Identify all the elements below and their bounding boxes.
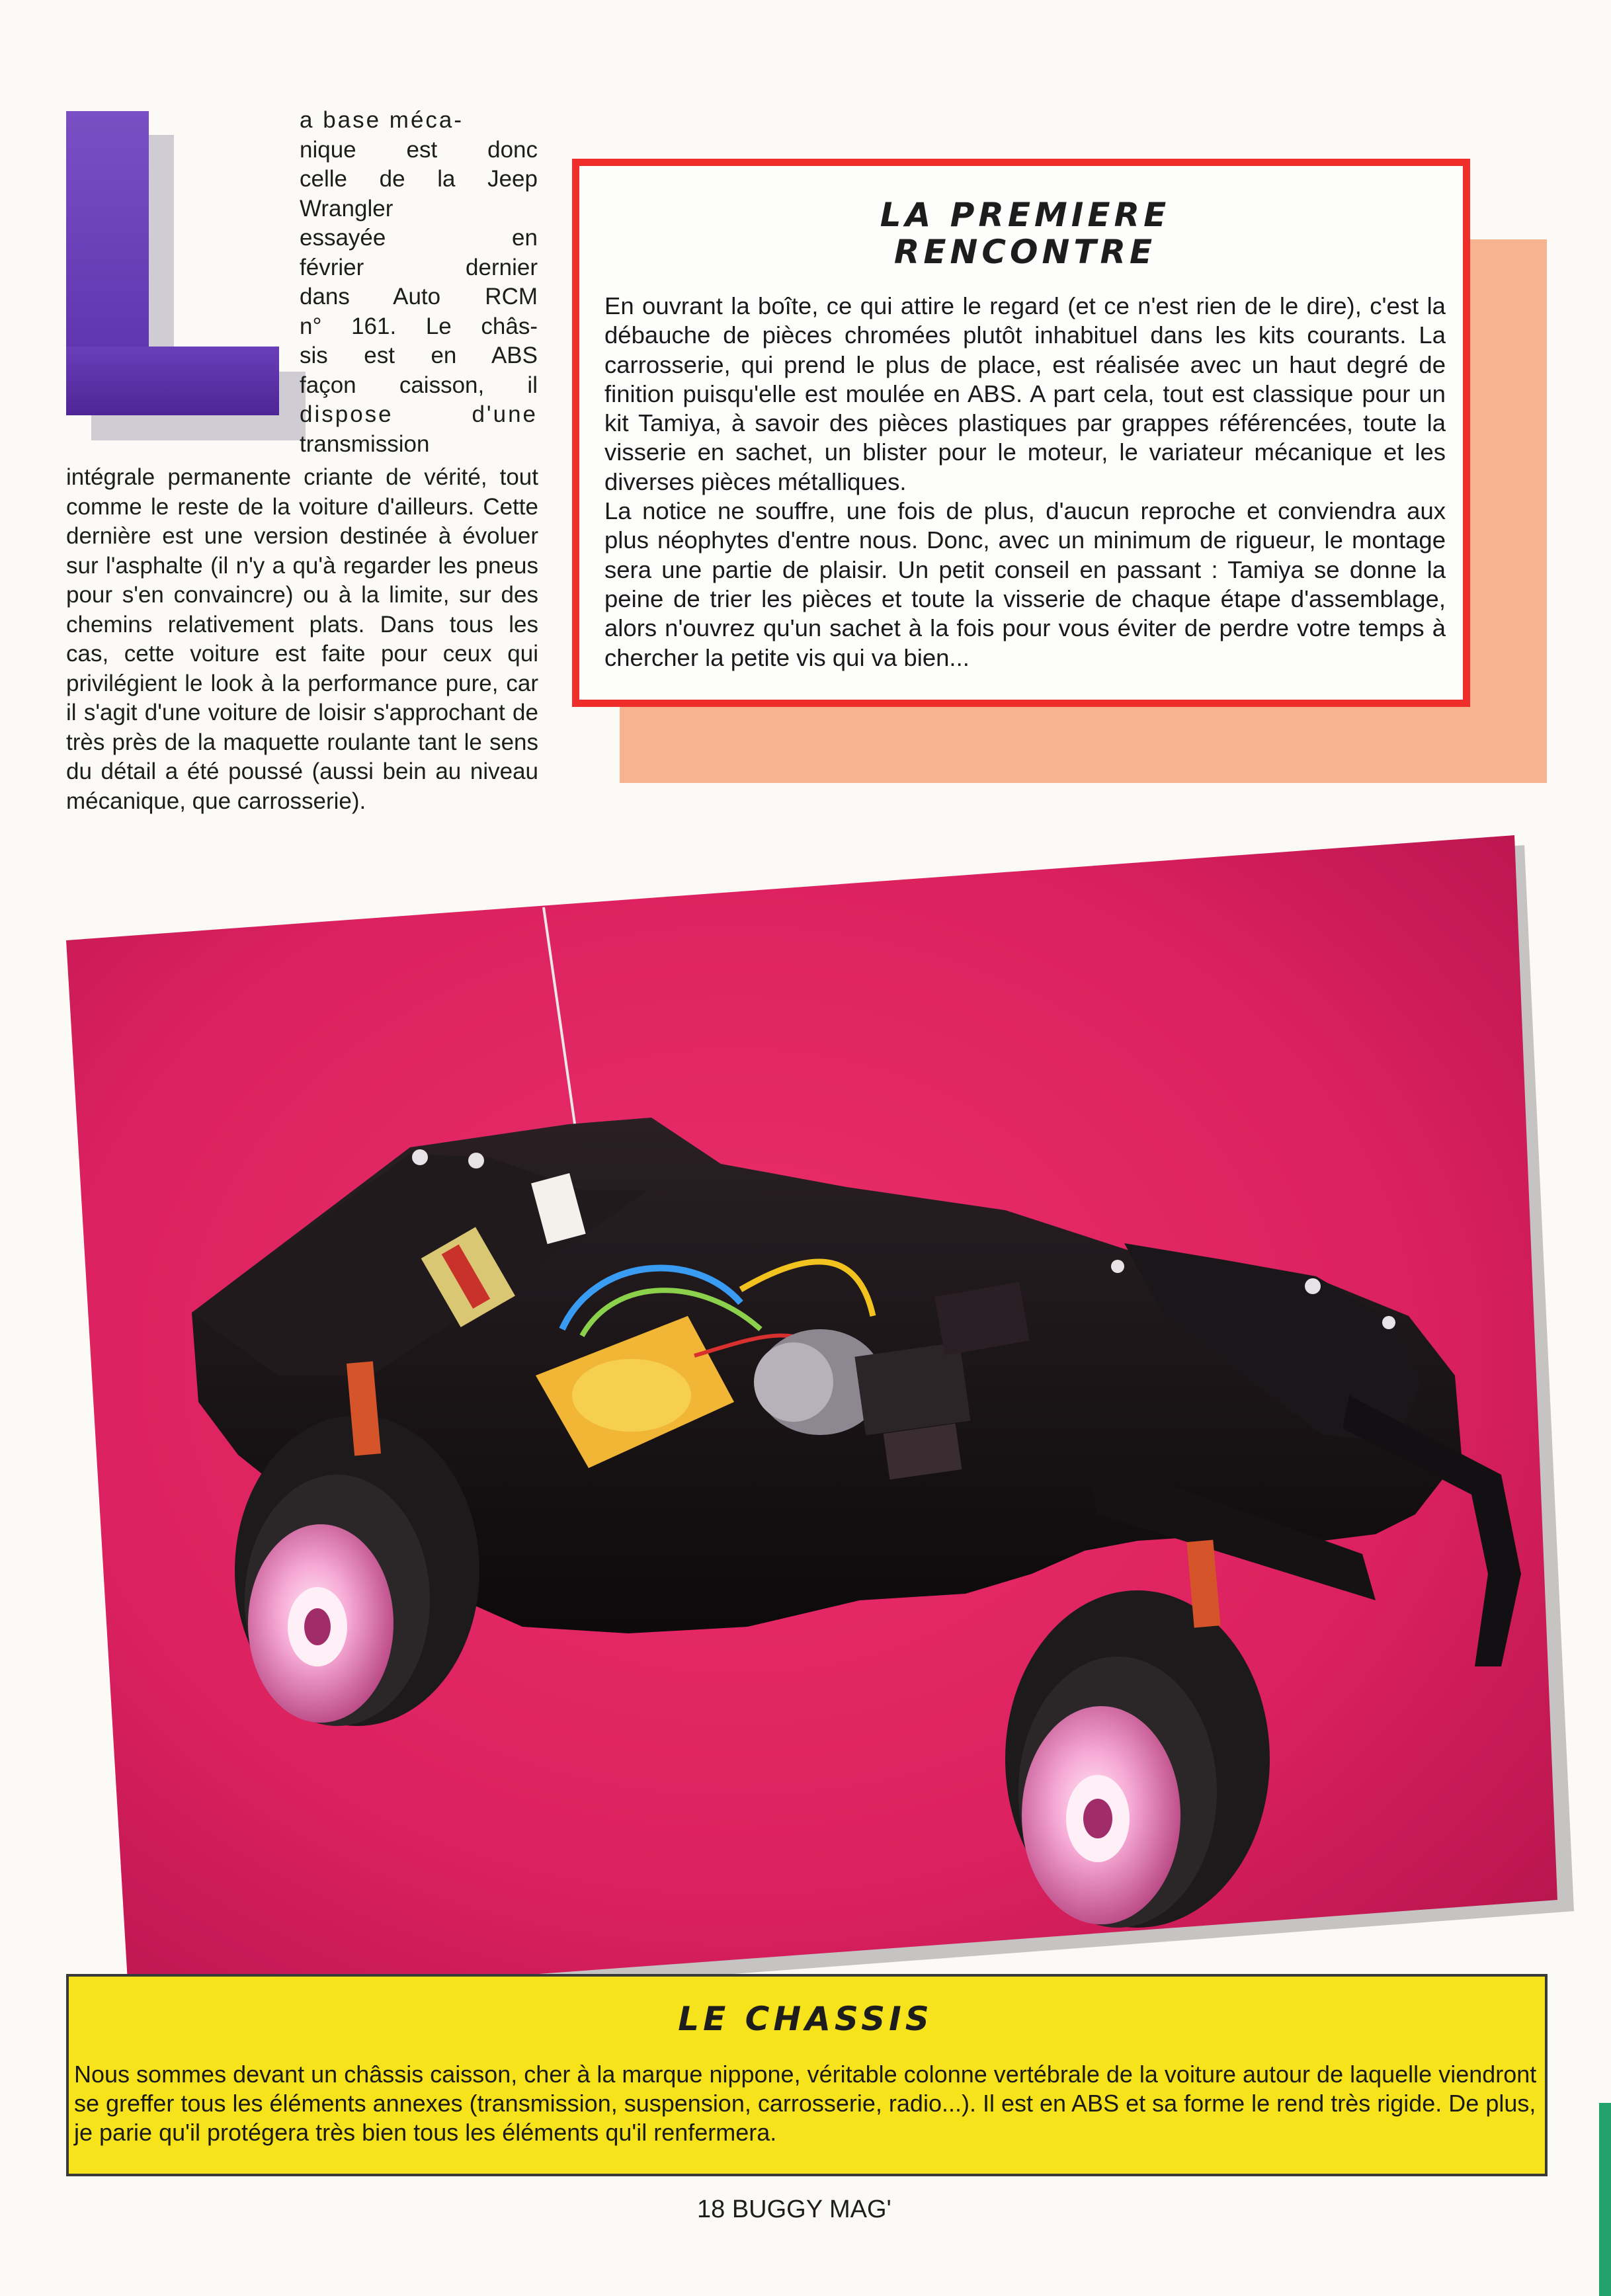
box-chassis-body [74, 2060, 1537, 2147]
intro-line: celle de la Jeep [300, 166, 538, 192]
box-premiere-title-line1: LA PREMIERE [880, 196, 1171, 234]
intro-line: façon caisson, il [300, 372, 538, 398]
box-premiere-paragraph-1: En ouvrant la boîte, ce qui attire le regard (et ce n'est rien de le dire), c'est la débauche de pièces chromées plutôt inhabituel dans les kits courants. La carrosserie, qui prend le plus de place, est réalisée avec un haut degré de finition puisqu'elle est moulée en ABS. A part cela, tout est classique pour un kit Tamiya, à savoir des pièces plastiques par grappes référencées, toute la visserie en sachet, un blister pour le moteur, le variateur mécanique et les diverses pièces métalliques. [604, 292, 1446, 495]
intro-paragraph-text: intégrale permanente criante de vérité, tout comme le reste de la voiture d'ailleurs. Cette dernière est une version destinée à évoluer sur l'asphalte (il n'y a qu'à regarder les pneus pour s'en convaincre) ou à la limite, sur des chemins relativement plats. Dans tous les cas, cette voiture est faite pour ceux qui privilégient le look à la performance pure, car il s'agit d'une voiture de loisir s'approchant de très près de la maquette roulante tant le sens du détail a été poussé (aussi bein au niveau mécanique, que carrosserie). [66, 464, 538, 814]
box-chassis [66, 1974, 1548, 2176]
intro-line: sis est en ABS [300, 343, 538, 368]
intro-line: essayée en [300, 225, 538, 251]
box-chassis-title: LE CHASSIS [678, 2000, 933, 2038]
intro-line: dans Auto RCM [300, 284, 538, 309]
intro-line: Wrangler [300, 195, 393, 222]
box-premiere-title-line2: RENCONTRE [893, 233, 1157, 271]
intro-line: transmission [300, 430, 430, 457]
wheel-rear [235, 1415, 479, 1726]
intro-line: dispose d'une [300, 401, 538, 427]
page-footer: 18 BUGGY MAG' [697, 2195, 891, 2223]
page-edge-strip [1599, 2103, 1611, 2296]
intro-line: février dernier [300, 254, 538, 280]
wheel-front [1005, 1590, 1270, 1928]
intro-line: a base méca- [300, 107, 464, 133]
intro-line: nique est donc [300, 136, 538, 163]
intro-line: n° 161. Le châs- [300, 313, 538, 339]
box-chassis-paragraph: Nous sommes devant un châssis caisson, cher à la marque nippone, véritable colonne vertébrale de la voiture autour de laquelle viendront se greffer tous les éléments annexes (transmission, suspension, carrosserie, radio...). Il est en ABS et sa forme le rend très rigide. De plus, je parie qu'il protégera très bien tous les éléments qu'il renfermera. [74, 2061, 1537, 2146]
box-premiere-paragraph-2: La notice ne souffre, une fois de plus, d'aucun reproche et conviendra aux plus néophytes d'entre nous. Donc, avec un minimum de rigueur, le montage sera une partie de plaisir. Un petit conseil en passant : Tamiya se donne la peine de trier les pièces et toute la visserie de chaque étape d'assemblage, alors n'ouvrez qu'un sachet à la fois pour vous éviter de perdre votre temps à chercher la petite vis qui va bien... [604, 497, 1446, 671]
